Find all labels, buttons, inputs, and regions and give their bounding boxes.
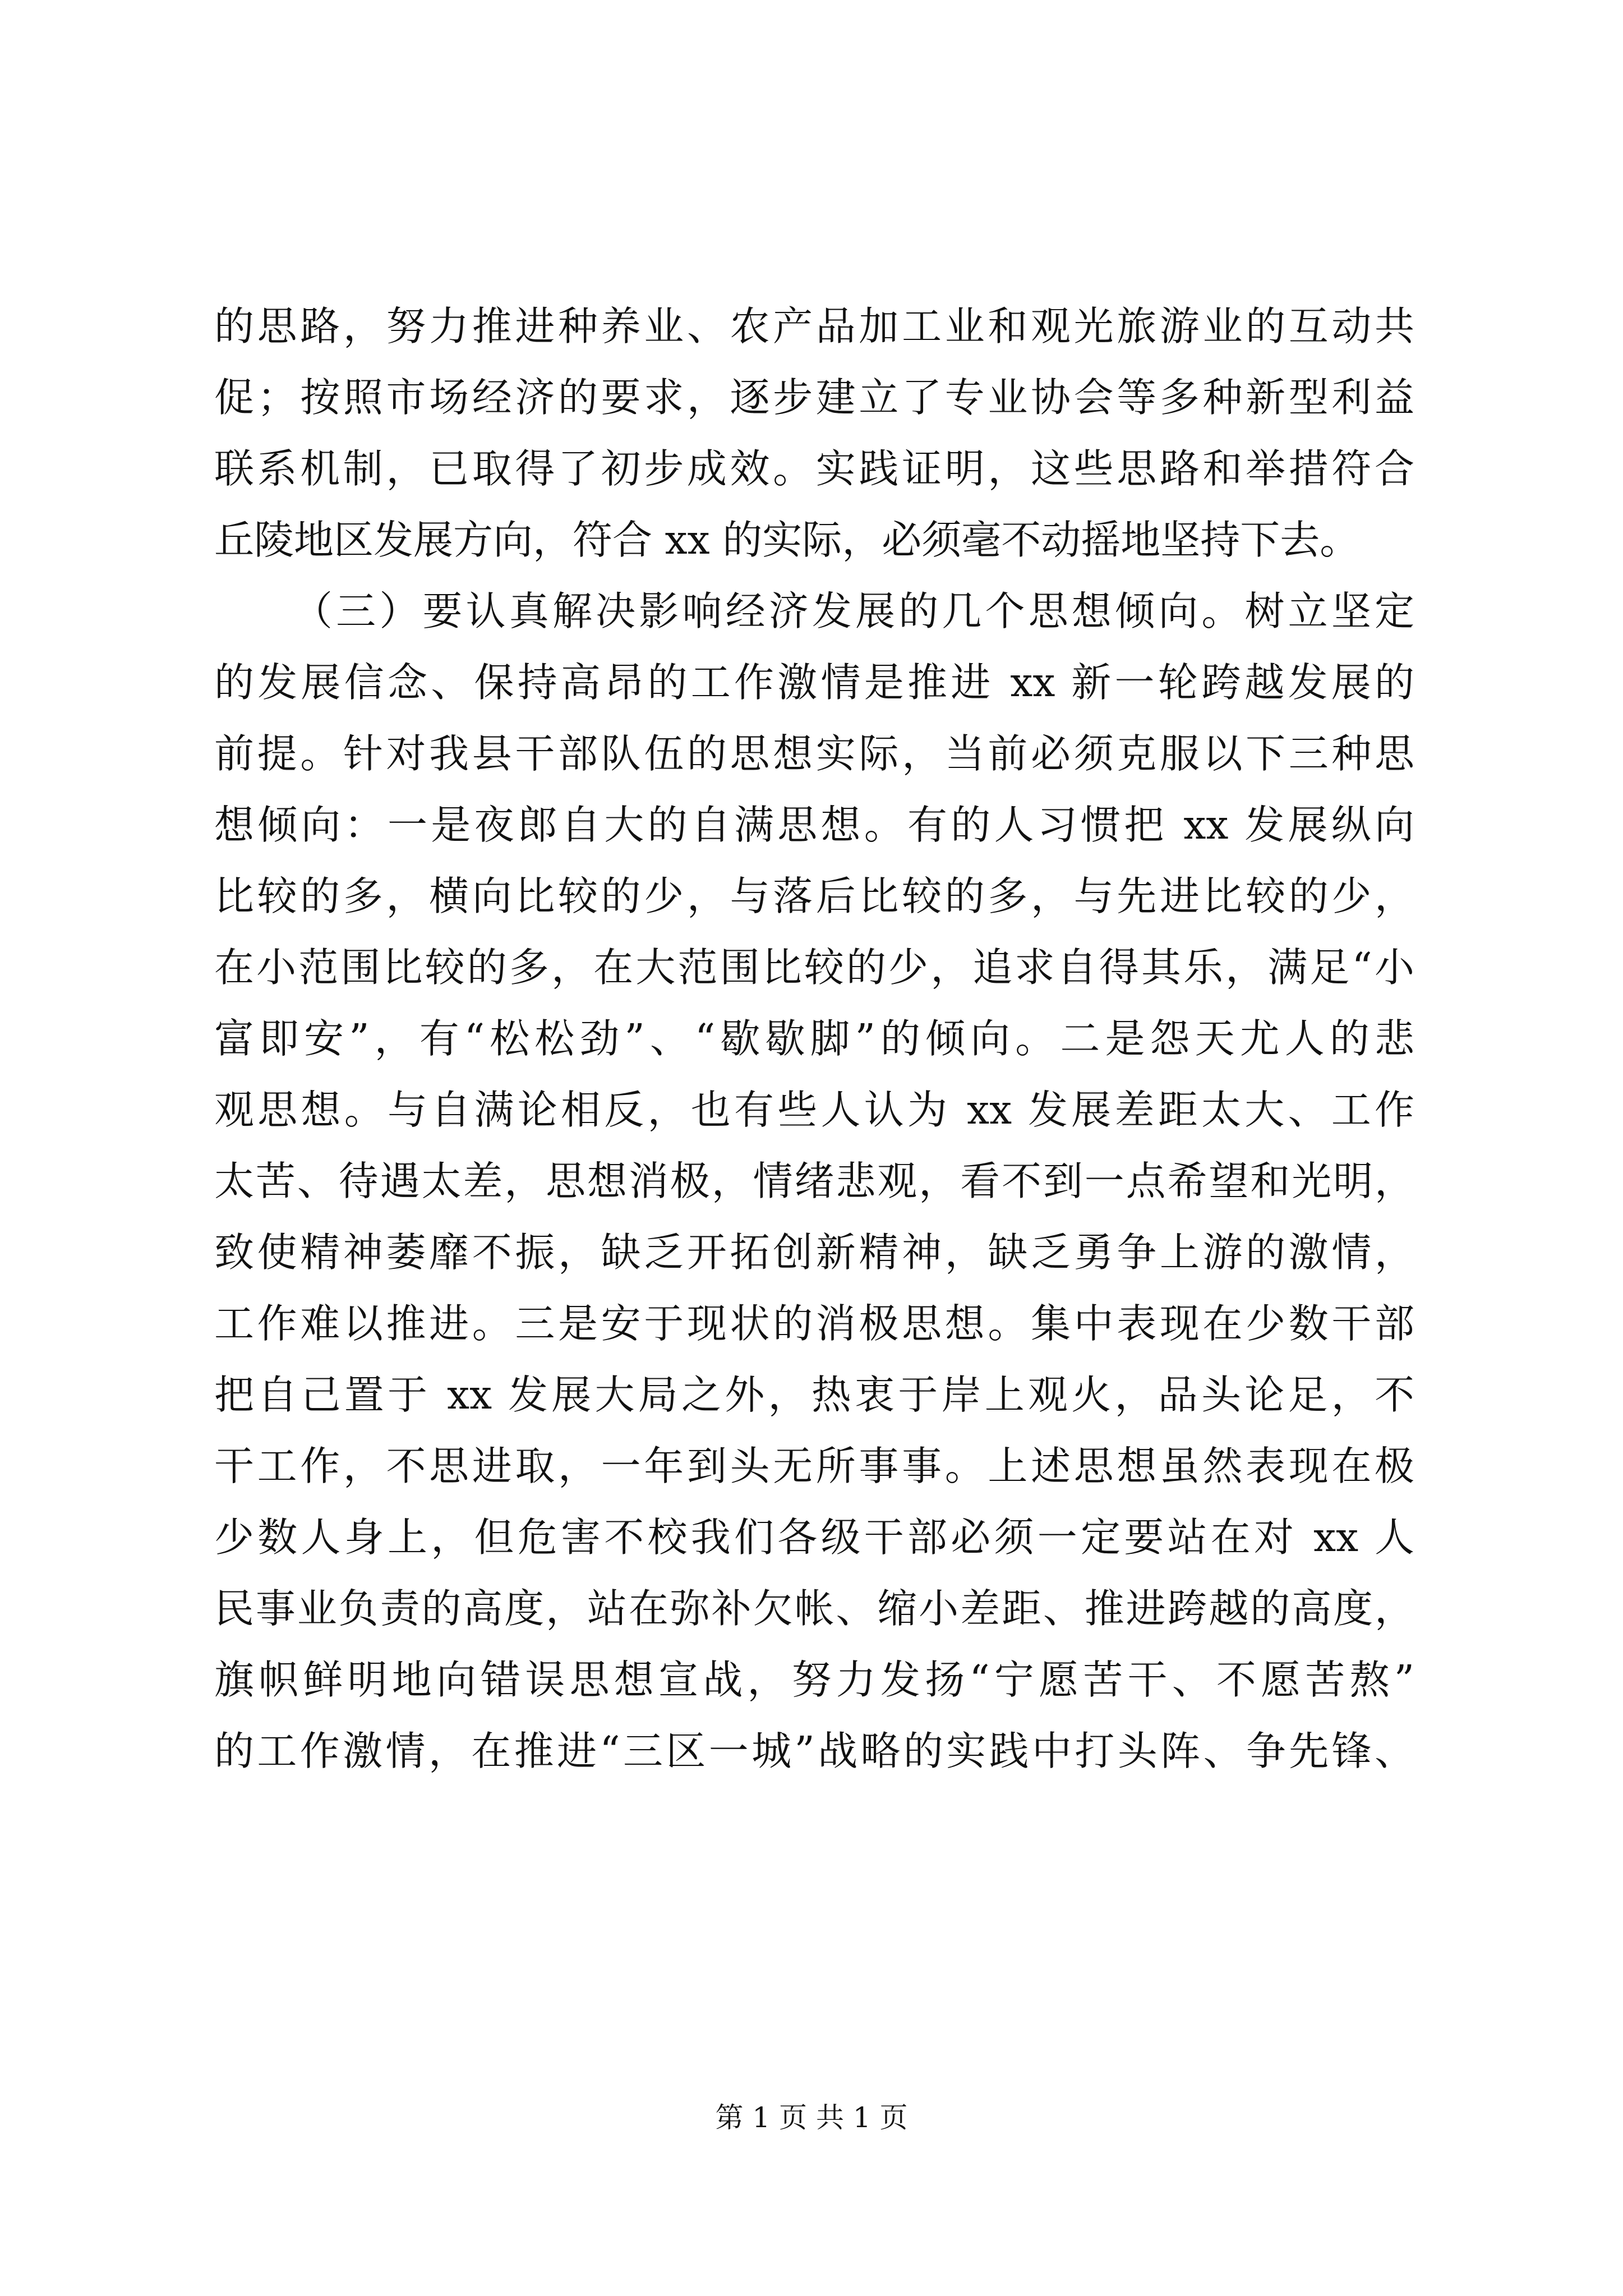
- text-line: 干工作，不思进取，一年到头无所事事。上述思想虽然表现在极: [214, 1443, 1414, 1489]
- text-line: 把自己置于 xx 发展大局之外，热衷于岸上观火，品头论足，不: [214, 1372, 1414, 1418]
- text-line: （三）要认真解决影响经济发展的几个思想倾向。树立坚定: [293, 588, 1414, 634]
- text-line: 观思想。与自满论相反，也有些人认为 xx 发展差距太大、工作: [214, 1087, 1414, 1133]
- text-line: 丘陵地区发展方向，符合 xx 的实际，必须毫不动摇地坚持下去。: [214, 517, 1360, 563]
- text-line: 工作难以推进。三是安于现状的消极思想。集中表现在少数干部: [214, 1300, 1414, 1347]
- document-body: [214, 291, 1414, 1787]
- page-number-footer: 第 1 页 共 1 页: [715, 2101, 908, 2134]
- text-line: 比较的多，横向比较的少，与落后比较的多，与先进比较的少，: [214, 873, 1414, 919]
- text-line: 联系机制，已取得了初步成效。实践证明，这些思路和举措符合: [214, 445, 1414, 492]
- text-line: 致使精神萎靡不振，缺乏开拓创新精神，缺乏勇争上游的激情，: [214, 1229, 1414, 1276]
- text-line: 的工作激情，在推进“三区一城”战略的实践中打头阵、争先锋、: [214, 1728, 1414, 1774]
- text-line: 少数人身上，但危害不校我们各级干部必须一定要站在对 xx 人: [214, 1514, 1414, 1561]
- text-line: 富即安”，有“松松劲”、“歇歇脚”的倾向。二是怨天尤人的悲: [214, 1015, 1414, 1062]
- text-line: 的发展信念、保持高昂的工作激情是推进 xx 新一轮跨越发展的: [214, 659, 1414, 706]
- text-line: 旗帜鲜明地向错误思想宣战，努力发扬“宁愿苦干、不愿苦熬”: [214, 1657, 1414, 1703]
- text-line: 促；按照市场经济的要求，逐步建立了专业协会等多种新型利益: [214, 374, 1414, 421]
- text-line: 在小范围比较的多，在大范围比较的少，追求自得其乐，满足“小: [214, 944, 1414, 991]
- text-line: 民事业负责的高度，站在弥补欠帐、缩小差距、推进跨越的高度，: [214, 1585, 1414, 1632]
- text-line: 想倾向：一是夜郎自大的自满思想。有的人习惯把 xx 发展纵向: [214, 802, 1414, 848]
- text-line: 的思路，努力推进种养业、农产品加工业和观光旅游业的互动共: [214, 303, 1414, 349]
- text-line: 前提。针对我县干部队伍的思想实际，当前必须克服以下三种思: [214, 730, 1414, 777]
- text-line: 太苦、待遇太差，思想消极，情绪悲观，看不到一点希望和光明，: [214, 1158, 1414, 1204]
